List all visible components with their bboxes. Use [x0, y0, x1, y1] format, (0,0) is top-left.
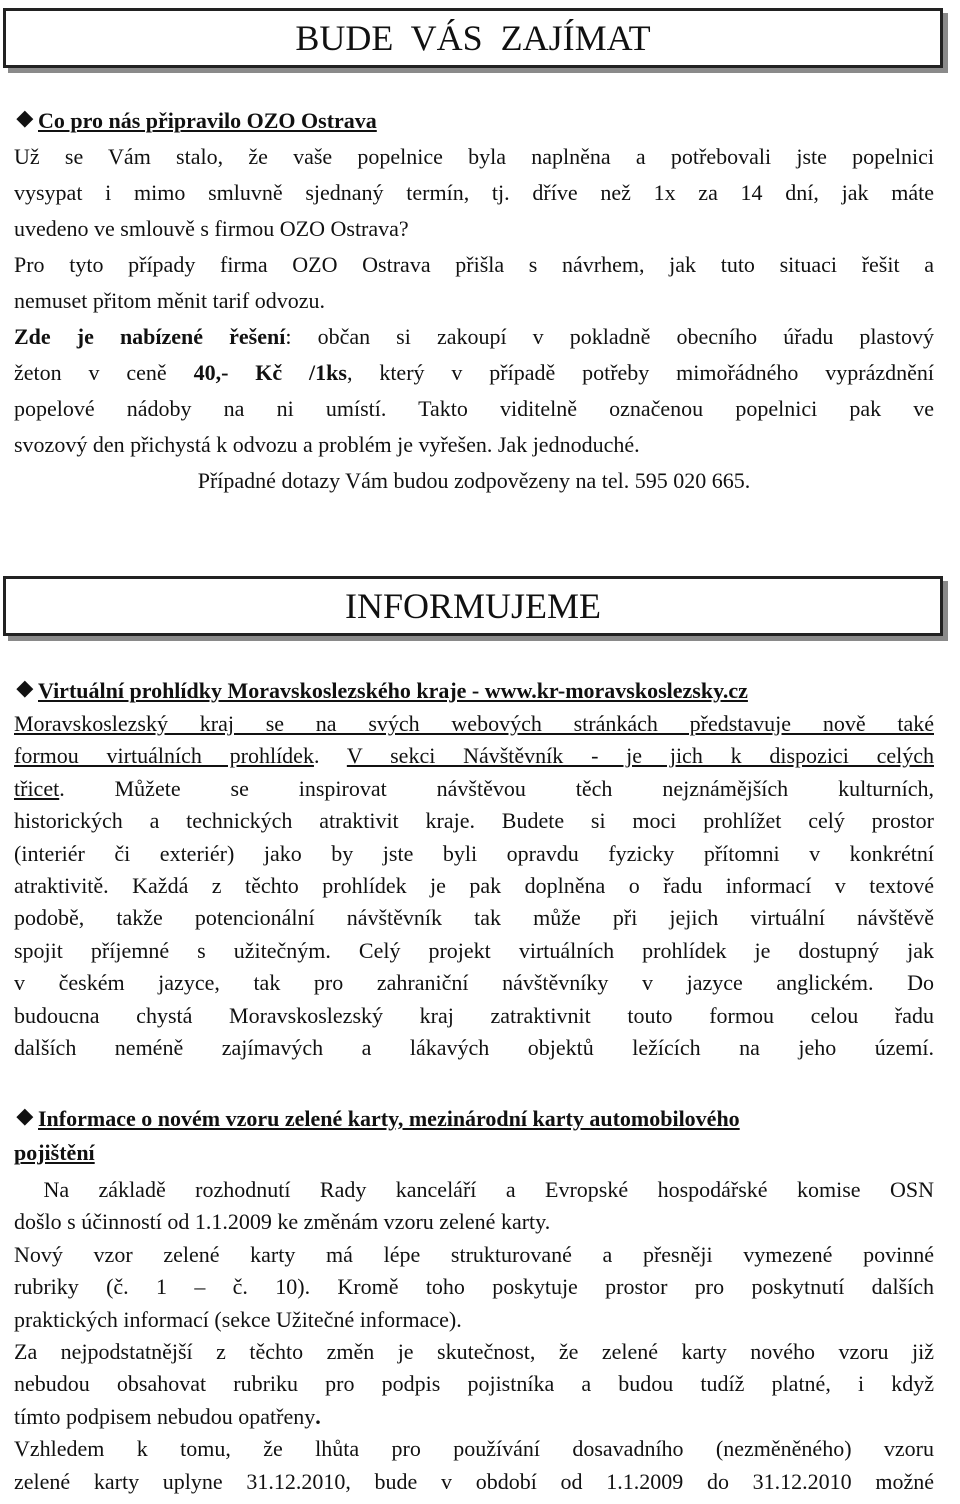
paragraph-line: Pro tyto případy firma OZO Ostrava přišla s návrhem, jak tuto situaci řešit a — [14, 252, 934, 277]
link-text: třicet — [14, 775, 60, 801]
paragraph-line: popelové nádoby na ni umístí. Takto viditelně označenou popelnici pak ve — [14, 396, 934, 421]
solution-line — [14, 319, 934, 355]
heading-text: Informace o novém vzoru zelené karty, mezinárodní karty automobilového — [38, 1106, 740, 1131]
banner-title: BUDE VÁS ZAJÍMAT — [295, 18, 651, 58]
paragraph-line: zelené karty uplyne 31.12.2010, bude v období od 1.1.2009 do 31.12.2010 možné — [14, 1468, 934, 1494]
article-heading — [14, 1102, 934, 1136]
token-price: 40,- Kč /1ks — [193, 360, 347, 385]
paragraph-line: spojit příjemné s užitečným. Celý projekt virtuálních prohlídek je dostupný jak — [14, 937, 934, 963]
paragraph-line: Moravskoslezský kraj se na svých webových stránkách představuje nově také — [14, 711, 934, 736]
paragraph-line: Za nejpodstatnější z těchto změn je skutečnost, že zelené karty nového vzoru již — [14, 1338, 934, 1364]
price-line — [14, 355, 934, 391]
article-green-card — [14, 1102, 934, 1498]
paragraph-line: praktických informací (sekce Užitečné informace). — [14, 1306, 462, 1332]
article-heading — [14, 104, 934, 138]
paragraph-line: nebudou obsahovat rubriku pro podpis pojistníka a budou tudíž platné, i když — [14, 1371, 934, 1397]
punctuation: . — [315, 1403, 321, 1429]
diamond-bullet-icon — [16, 1109, 33, 1126]
punctuation: . — [313, 743, 347, 769]
paragraph-line: v českém jazyce, tak pro zahraniční návštěvníky v jazyce anglickém. Do — [14, 970, 934, 996]
paragraph-text: tímto podpisem nebudou opatřeny — [14, 1403, 316, 1429]
paragraph-line: rubriky (č. 1 – č. 10). Kromě toho poskytuje prostor pro poskytnutí dalších — [14, 1274, 934, 1300]
paragraph-line — [14, 1401, 934, 1433]
article-heading — [14, 674, 934, 708]
article-virtual-tours — [14, 674, 934, 1064]
heading-text: Virtuální prohlídky Moravskoslezského kraje - www.kr-moravskoslezsky.cz — [38, 678, 748, 703]
heading-text: Co pro nás připravilo OZO Ostrava — [38, 108, 377, 133]
paragraph-line: podobě, takže potencionální návštěvník tak může při jejich virtuální návštěvě — [14, 905, 934, 931]
paragraph-line: Vzhledem k tomu, že lhůta pro používání dosavadního (nezměněného) vzoru — [14, 1436, 934, 1462]
paragraph-line: historických a technických atraktivit kraje. Budete si moci prohlížet celý prostor — [14, 808, 934, 834]
section-banner-informujeme — [3, 576, 943, 636]
price-suffix: , který v případě potřeby mimořádného vyprázdnění — [346, 360, 934, 385]
paragraph-text: . Můžete se inspirovat návštěvou těch nejznámějších kulturních, — [59, 775, 934, 801]
paragraph-line: nemuset přitom měnit tarif odvozu. — [14, 288, 325, 313]
section-banner-bude-vas-zajimat — [3, 8, 943, 68]
contact-line: Případné dotazy Vám budou zodpovězeny na tel. 595 020 665. — [197, 468, 751, 493]
paragraph-line: (interiér či exteriér) jako by jste byli opravdu fyzicky přítomni v konkrétní — [14, 840, 934, 866]
paragraph-line: atraktivitě. Každá z těchto prohlídek je pak doplněna o řadu informací v textové — [14, 872, 934, 898]
solution-label: Zde je nabízené řešení — [14, 324, 286, 349]
paragraph-line: uvedeno ve smlouvě s firmou OZO Ostrava? — [14, 216, 409, 241]
diamond-bullet-icon — [16, 681, 33, 698]
banner-title: INFORMUJEME — [344, 586, 602, 626]
paragraph-line: Na základě rozhodnutí Rady kanceláří a Evropské hospodářské komise OSN — [14, 1177, 934, 1202]
paragraph-line: došlo s účinností od 1.1.2009 ke změnám vzoru zelené karty. — [14, 1209, 551, 1235]
paragraph-line: dalších neméně zajímavých a lákavých objektů ležících na jeho území. — [14, 1034, 934, 1060]
link-text: formou virtuálních prohlídek — [14, 743, 314, 769]
diamond-bullet-icon — [16, 111, 33, 128]
paragraph-line: svozový den přichystá k odvozu a problém je vyřešen. Jak jednoduché. — [14, 432, 640, 457]
heading-text-continued: pojištění — [14, 1140, 95, 1165]
article-ozo — [14, 104, 934, 499]
paragraph-line: budoucna chystá Moravskoslezský kraj zatraktivnit touto formou celou řadu — [14, 1002, 934, 1028]
paragraph-line — [14, 740, 934, 772]
solution-text: : občan si zakoupí v pokladně obecního úřadu plastový — [285, 324, 934, 349]
paragraph-line: Nový vzor zelené karty má lépe strukturované a přesněji vymezené povinné — [14, 1241, 934, 1267]
paragraph-line — [14, 773, 934, 805]
link-text: V sekci Návštěvník - je jich k dispozici celých — [346, 743, 934, 769]
paragraph-line: Už se Vám stalo, že vaše popelnice byla naplněna a potřebovali jste popelnici — [14, 144, 934, 169]
paragraph-line: vysypat i mimo smluvně sjednaný termín, tj. dříve než 1x za 14 dní, jak máte — [14, 180, 934, 205]
price-prefix: žeton v ceně — [14, 360, 194, 385]
